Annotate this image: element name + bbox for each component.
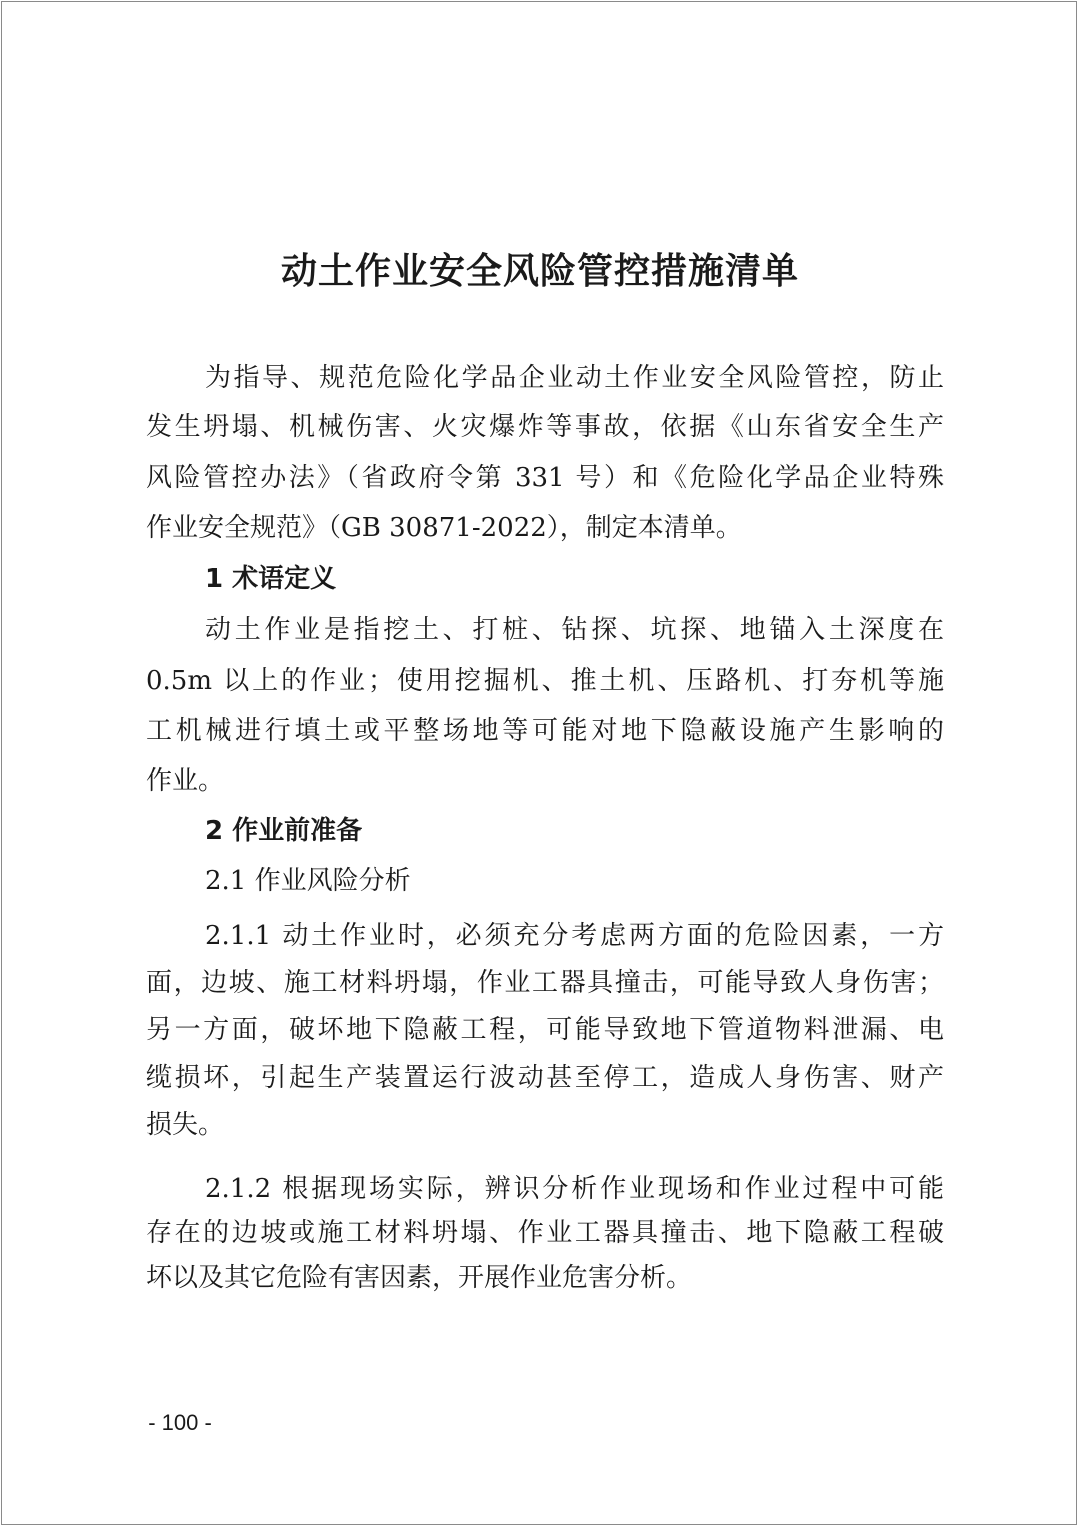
para-2-1-2-line-2: 存在的边坡或施工材料坍塌、作业工器具撞击、地下隐蔽工程破 [146,1218,944,1248]
page-number: - 100 - [148,1410,212,1435]
para-2-1-1-line-3: 另一方面，破坏地下隐蔽工程，可能导致地下管道物料泄漏、电 [146,1015,944,1045]
para-2-1-2-line-3: 坏以及其它危险有害因素，开展作业危害分析。 [146,1263,693,1293]
para-2-1-1-line-4: 缆损坏，引起生产装置运行波动甚至停工，造成人身伤害、财产 [146,1063,944,1093]
intro-line-3: 风险管控办法》（省政府令第 331 号）和《危险化学品企业特殊 [146,463,944,493]
intro-line-2: 发生坍塌、机械伤害、火灾爆炸等事故，依据《山东省安全生产 [146,412,944,442]
para-2-1-1-line-2: 面，边坡、施工材料坍塌，作业工器具撞击，可能导致人身伤害； [146,968,944,998]
section-2-heading: 2 作业前准备 [205,816,363,846]
section-1-line-3: 工机械进行填土或平整场地等可能对地下隐蔽设施产生影响的 [146,716,944,746]
section-1-line-1: 动土作业是指挖土、打桩、钻探、坑探、地锚入土深度在 [205,615,944,645]
intro-line-1: 为指导、规范危险化学品企业动土作业安全风险管控，防止 [205,363,944,393]
section-1-line-2: 0.5m 以上的作业；使用挖掘机、推土机、压路机、打夯机等施 [146,666,944,696]
section-2-1-heading: 2.1 作业风险分析 [205,866,411,896]
para-2-1-1-line-1: 2.1.1 动土作业时，必须充分考虑两方面的危险因素，一方 [205,921,944,951]
para-2-1-1-line-5: 损失。 [146,1110,225,1140]
para-2-1-2-line-1: 2.1.2 根据现场实际，辨识分析作业现场和作业过程中可能 [205,1174,944,1204]
section-1-line-4: 作业。 [146,766,225,796]
intro-line-4: 作业安全规范》（GB 30871-2022），制定本清单。 [146,513,742,543]
section-1-heading: 1 术语定义 [205,564,337,594]
document-title: 动土作业安全风险管控措施清单 [280,251,799,292]
document-page [1,1,1077,1525]
